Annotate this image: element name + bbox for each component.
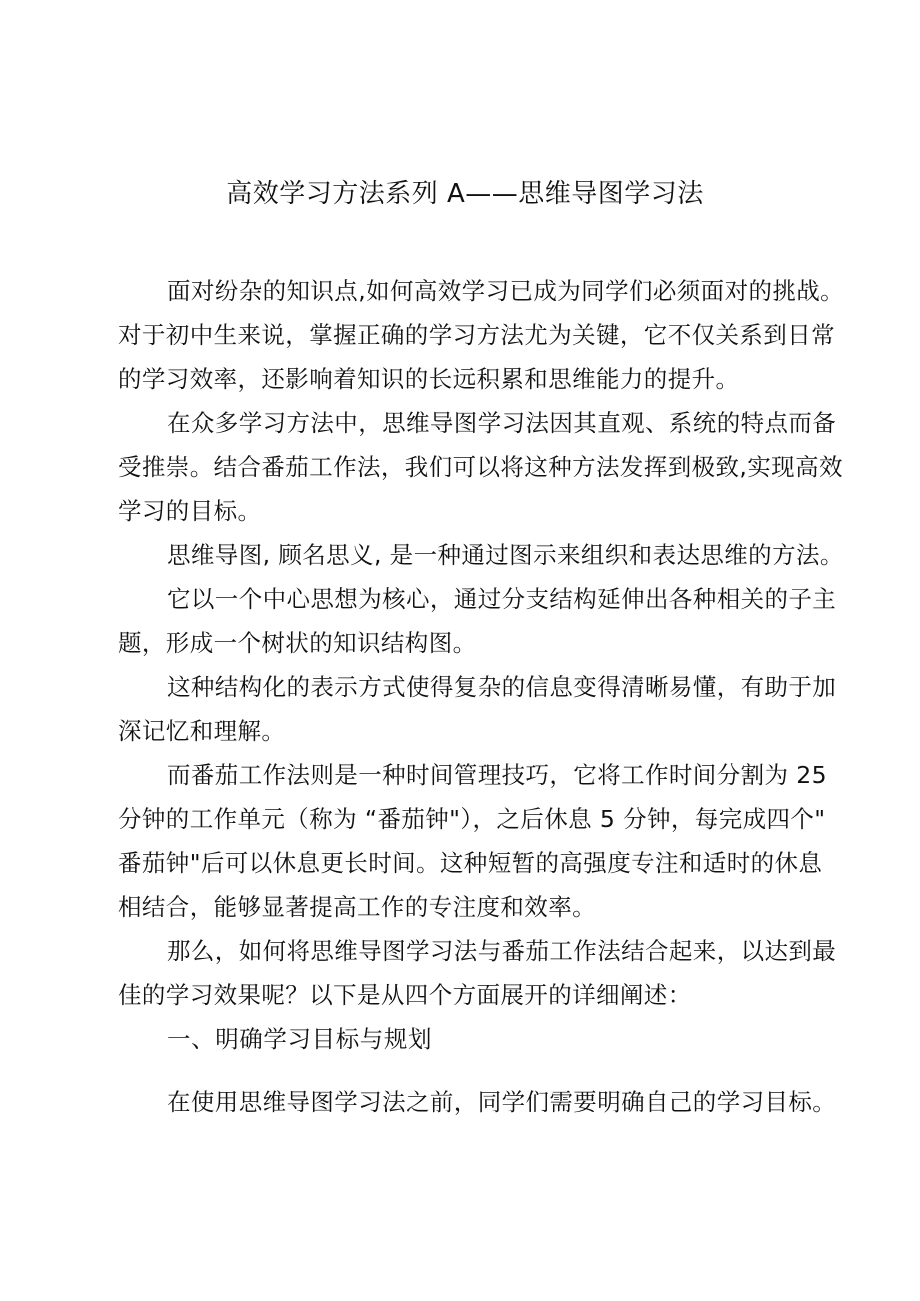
paragraph-line: 而番茄工作法则是一种时间管理技巧，它将工作时间分割为 25 [167,761,827,789]
paragraph-line: 分钟的工作单元（称为 “番茄钟"），之后休息 5 分钟，每完成四个" [118,805,826,833]
section-spacer [118,1061,818,1080]
paragraph-line: 学习的目标。 [118,497,262,525]
paragraph-2 [118,401,843,533]
paragraph-line: 番茄钟"后可以休息更长时间。这种短暂的高强度专注和适时的休息 [118,849,823,877]
final-paragraph: 在使用思维导图学习法之前，同学们需要明确自己的学习目标。 [167,1088,837,1116]
paragraph-4 [118,577,837,665]
paragraph-line: 佳的学习效果呢？以下是从四个方面展开的详细阐述： [118,981,692,1009]
paragraph-line: 思维导图, 顾名思义, 是一种通过图示来组织和表达思维的方法。 [167,541,844,569]
paragraph-line: 面对纷杂的知识点,如何高效学习已成为同学们必须面对的挑战。 [167,277,845,305]
section-heading: 一、明确学习目标与规划 [167,1025,433,1053]
document-title: 高效学习方法系列 A——思维导图学习法 [226,179,704,209]
paragraph-line: 那么，如何将思维导图学习法与番茄工作法结合起来，以达到最 [167,937,837,965]
paragraph-line: 的学习效率，还影响着知识的长远积累和思维能力的提升。 [118,365,740,393]
paragraph-7 [118,929,837,1017]
paragraph-line: 受推崇。结合番茄工作法，我们可以将这种方法发挥到极致,实现高效 [118,453,843,481]
paragraph-line: 在众多学习方法中，思维导图学习法因其直观、系统的特点而备 [167,409,837,437]
paragraph-3 [118,533,844,577]
paragraph-6 [118,753,827,929]
paragraph-line: 它以一个中心思想为核心，通过分支结构延伸出各种相关的子主 [167,585,837,613]
paragraph-5 [118,665,837,753]
paragraph-line: 对于初中生来说，掌握正确的学习方法尤为关键，它不仅关系到日常 [118,321,835,349]
paragraph-1 [118,269,845,401]
paragraph-line: 深记忆和理解。 [118,717,286,745]
paragraph-line: 这种结构化的表示方式使得复杂的信息变得清晰易懂，有助于加 [167,673,837,701]
paragraph-line: 题，形成一个树状的知识结构图。 [118,629,477,657]
paragraph-line: 相结合，能够显著提高工作的专注度和效率。 [118,893,596,921]
document-body [118,269,845,1124]
